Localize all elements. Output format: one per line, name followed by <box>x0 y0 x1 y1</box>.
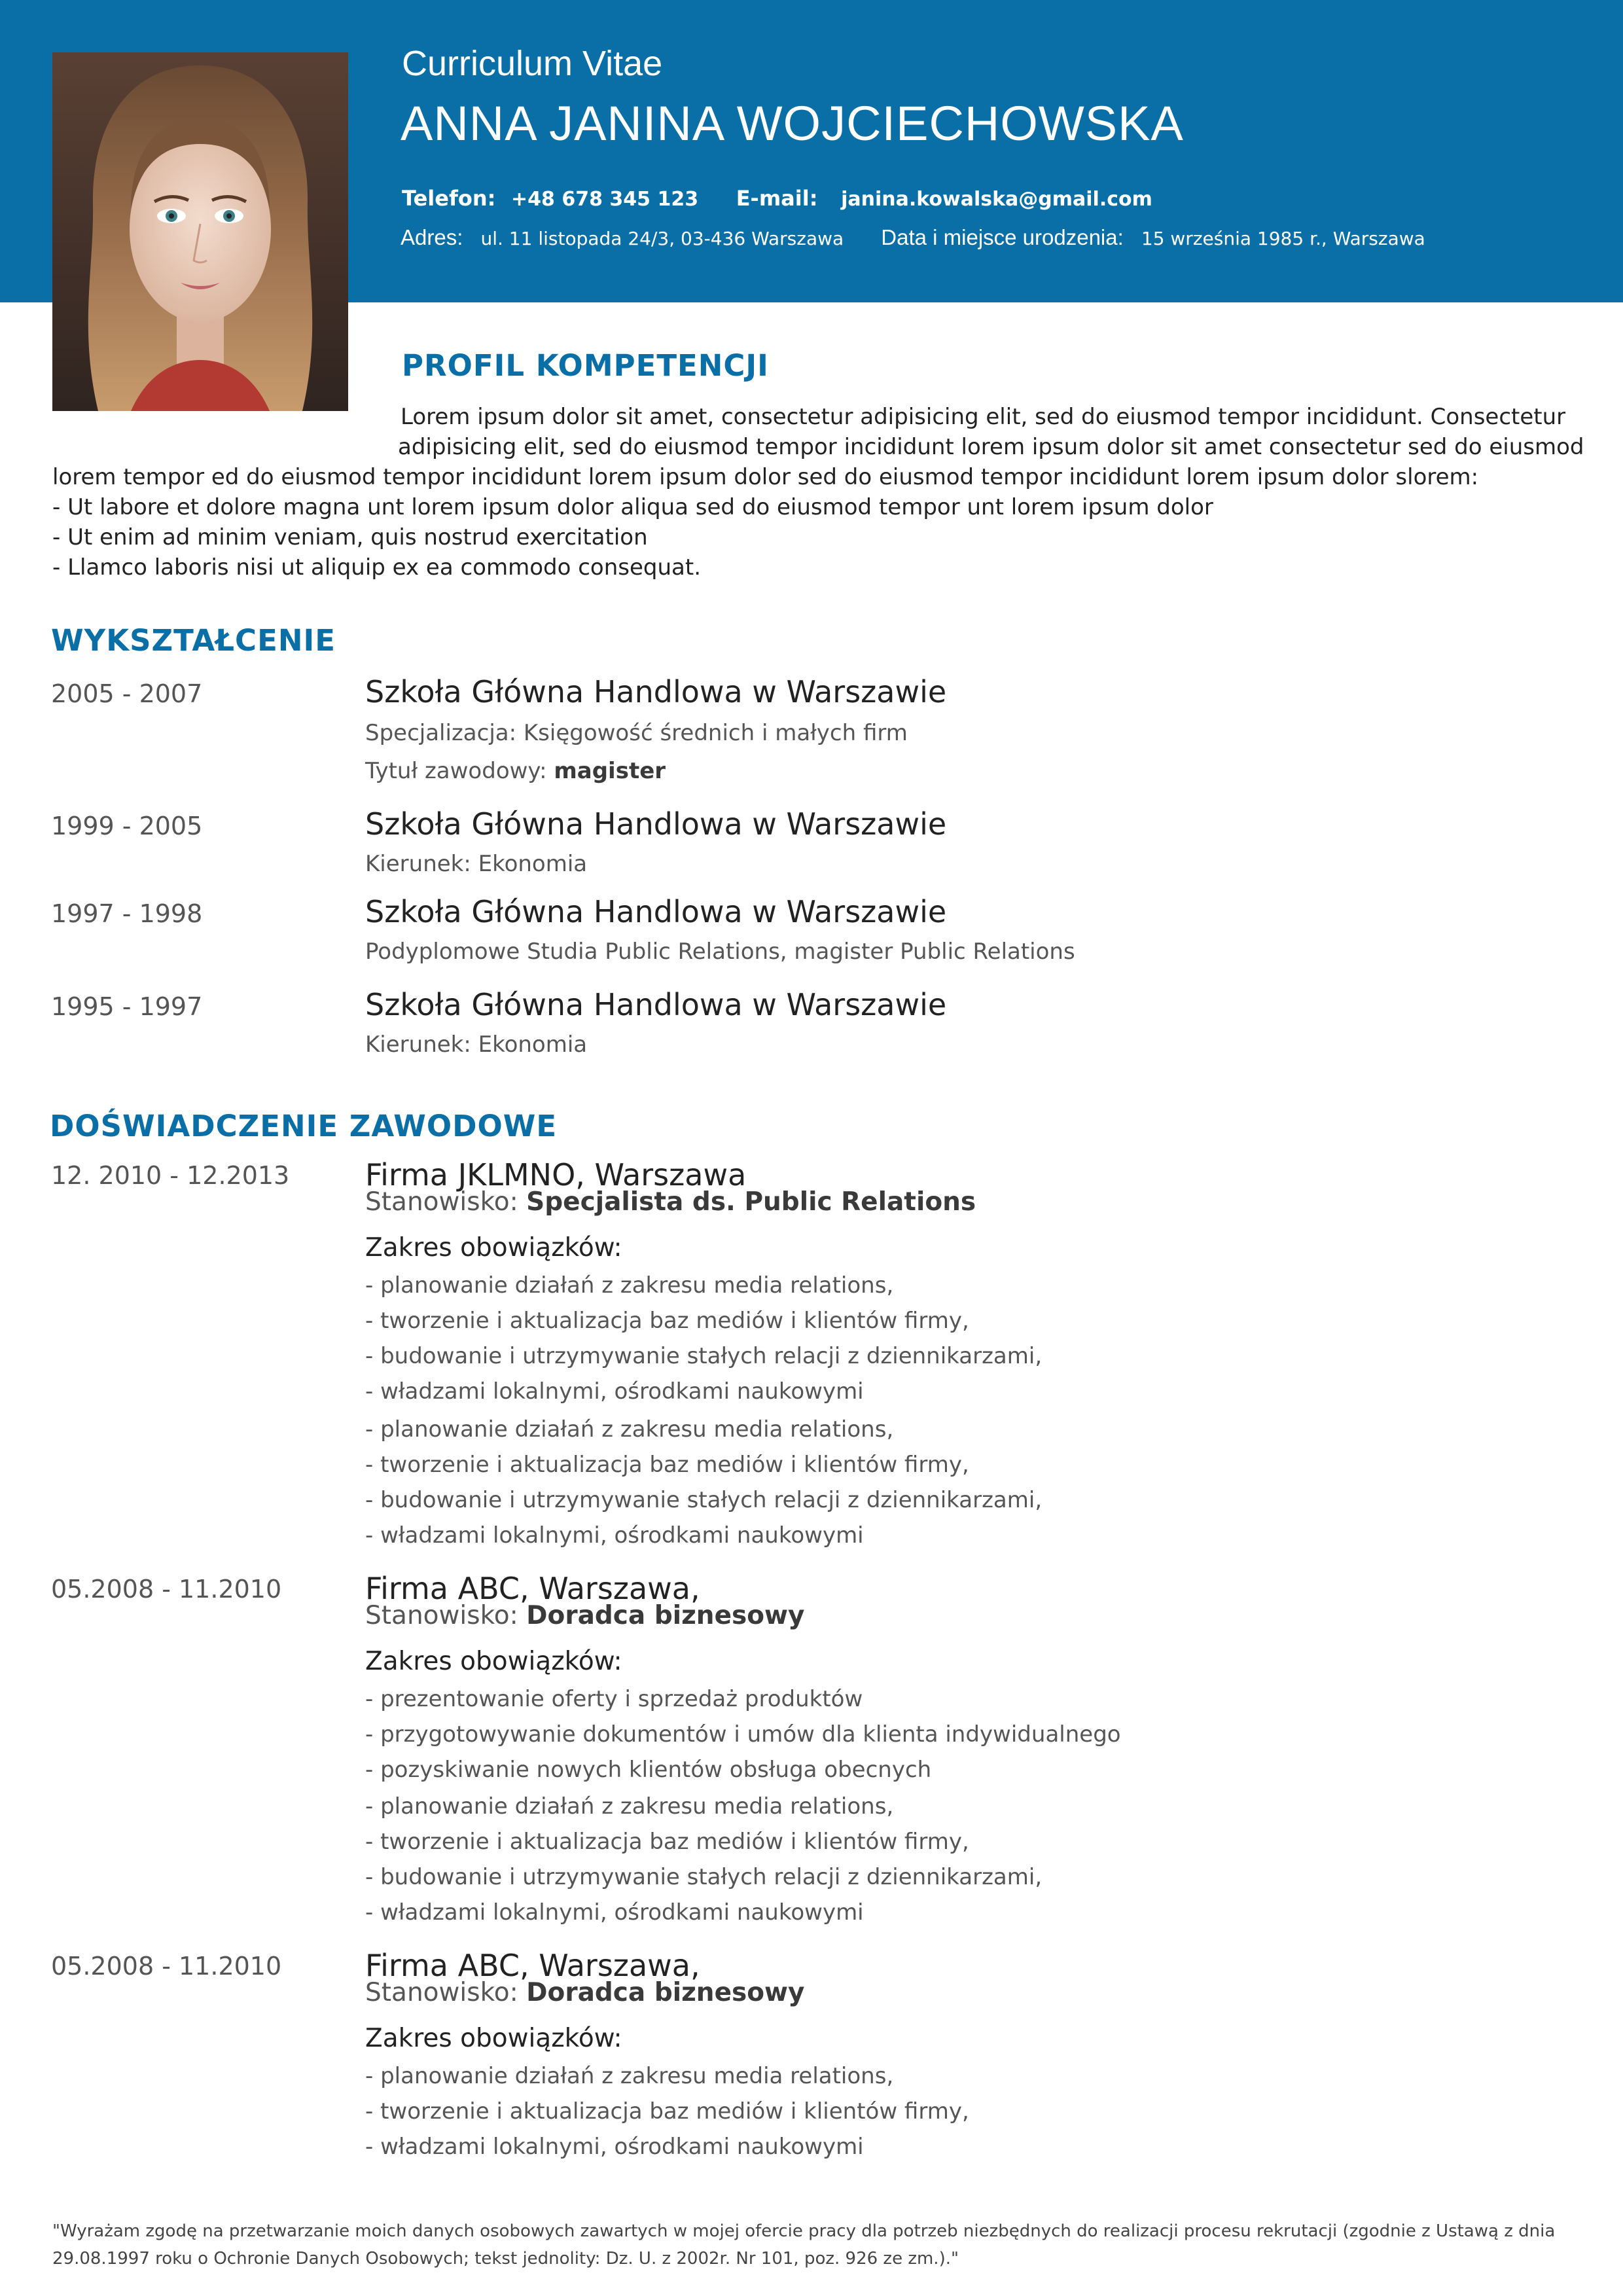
address-value: ul. 11 listopada 24/3, 03-436 Warszawa <box>480 228 844 249</box>
profile-line: lorem tempor ed do eiusmod tempor incididunt lorem ipsum dolor sed do eiusmod tempor incididunt lorem ipsum dolor slorem: <box>52 464 1479 490</box>
job-position <box>365 1978 804 2007</box>
profile-line: adipisicing elit, sed do eiusmod tempor incididunt lorem ipsum dolor sit amet consectetur sed do eiusmod <box>398 434 1584 460</box>
job-dates: 12. 2010 - 12.2013 <box>51 1161 290 1190</box>
job-duty: - budowanie i utrzymywanie stałych relacji z dziennikarzami, <box>365 1343 1043 1369</box>
job-company: Firma ABC, Warszawa, <box>365 1948 700 1983</box>
job-duty: - budowanie i utrzymywanie stałych relacji z dziennikarzami, <box>365 1487 1043 1513</box>
section-title-profile: PROFIL KOMPETENCJI <box>402 348 769 383</box>
education-dates: 1995 - 1997 <box>51 992 203 1021</box>
job-duty: - budowanie i utrzymywanie stałych relacji z dziennikarzami, <box>365 1864 1043 1890</box>
section-title-experience: DOŚWIADCZENIE ZAWODOWE <box>50 1109 558 1143</box>
job-position-label: Stanowisko: <box>365 1978 527 2007</box>
email-value: janina.kowalska@gmail.com <box>841 188 1152 211</box>
job-position-label: Stanowisko: <box>365 1601 527 1630</box>
profile-text <box>52 402 1584 583</box>
job-scope-label: Zakres obowiązków: <box>365 2024 622 2053</box>
profile-bullet: - Ut labore et dolore magna unt lorem ipsum dolor aliqua sed do eiusmod tempor unt lorem ipsum dolor <box>52 494 1213 520</box>
job-company: Firma JKLMNO, Warszawa <box>365 1157 747 1193</box>
education-school: Szkoła Główna Handlowa w Warszawie <box>365 674 947 709</box>
job-duty: - tworzenie i aktualizacja baz mediów i klientów firmy, <box>365 2098 969 2125</box>
job-duty: - planowanie działań z zakresu media relations, <box>365 1793 894 1820</box>
job-duty: - prezentowanie oferty i sprzedaż produktów <box>365 1686 863 1712</box>
education-detail: Specjalizacja: Księgowość średnich i małych firm <box>365 720 908 746</box>
job-position <box>365 1187 976 1217</box>
job-duty: - władzami lokalnymi, ośrodkami naukowymi <box>365 1378 864 1405</box>
education-school: Szkoła Główna Handlowa w Warszawie <box>365 987 947 1022</box>
job-dates: 05.2008 - 11.2010 <box>51 1575 282 1604</box>
phone-label: Telefon: <box>402 186 496 211</box>
job-position-value: Doradca biznesowy <box>526 1978 805 2007</box>
job-company: Firma ABC, Warszawa, <box>365 1571 700 1606</box>
job-duty: - planowanie działań z zakresu media relations, <box>365 1416 894 1443</box>
job-position <box>365 1601 804 1630</box>
education-detail: Kierunek: Ekonomia <box>365 1031 588 1058</box>
education-title-label: Tytuł zawodowy: <box>365 758 554 784</box>
candidate-name: ANNA JANINA WOJCIECHOWSKA <box>401 96 1184 151</box>
job-duty: - władzami lokalnymi, ośrodkami naukowymi <box>365 1899 864 1926</box>
section-title-education: WYKSZTAŁCENIE <box>51 623 336 658</box>
education-school: Szkoła Główna Handlowa w Warszawie <box>365 894 947 929</box>
job-position-value: Doradca biznesowy <box>526 1601 805 1630</box>
profile-photo <box>52 52 348 411</box>
job-duty: - tworzenie i aktualizacja baz mediów i klientów firmy, <box>365 1308 969 1334</box>
job-scope-label: Zakres obowiązków: <box>365 1647 622 1676</box>
job-duty: - planowanie działań z zakresu media relations, <box>365 1272 894 1299</box>
cv-label: Curriculum Vitae <box>402 44 663 83</box>
address-label: Adres: <box>401 225 463 249</box>
job-duty: - władzami lokalnymi, ośrodkami naukowymi <box>365 1522 864 1549</box>
job-position-value: Specjalista ds. Public Relations <box>526 1187 976 1217</box>
education-detail: Kierunek: Ekonomia <box>365 851 588 877</box>
education-dates: 2005 - 2007 <box>51 679 203 708</box>
education-detail: Podyplomowe Studia Public Relations, magister Public Relations <box>365 939 1075 965</box>
contact-row-2 <box>401 225 1425 250</box>
phone-value: +48 678 345 123 <box>511 188 699 211</box>
education-title-value: magister <box>554 758 666 784</box>
portrait-image <box>52 52 348 411</box>
job-duty: - pozyskiwanie nowych klientów obsługa obecnych <box>365 1757 932 1783</box>
job-scope-label: Zakres obowiązków: <box>365 1233 622 1263</box>
job-duty: - tworzenie i aktualizacja baz mediów i klientów firmy, <box>365 1452 969 1478</box>
job-duty: - władzami lokalnymi, ośrodkami naukowymi <box>365 2134 864 2160</box>
education-dates: 1997 - 1998 <box>51 899 203 928</box>
job-duty: - tworzenie i aktualizacja baz mediów i klientów firmy, <box>365 1829 969 1855</box>
consent-line: 29.08.1997 roku o Ochronie Danych Osobowych; tekst jednolity: Dz. U. z 2002r. Nr 101, poz. 926 ze zm.)." <box>52 2249 959 2269</box>
consent-line: "Wyrażam zgodę na przetwarzanie moich danych osobowych zawartych w mojej ofercie pracy dla potrzeb niezbędnych do realizacji procesu rekrutacji (zgodnie z Ustawą z dnia <box>52 2221 1556 2241</box>
education-title-line <box>365 758 666 784</box>
job-duty: - przygotowywanie dokumentów i umów dla klienta indywidualnego <box>365 1721 1121 1748</box>
contact-row-1 <box>402 186 1152 211</box>
education-school: Szkoła Główna Handlowa w Warszawie <box>365 806 947 842</box>
profile-line: Lorem ipsum dolor sit amet, consectetur adipisicing elit, sed do eiusmod tempor incididunt. Consectetur <box>401 404 1566 430</box>
job-position-label: Stanowisko: <box>365 1187 527 1217</box>
education-dates: 1999 - 2005 <box>51 812 203 840</box>
job-duty: - planowanie działań z zakresu media relations, <box>365 2063 894 2089</box>
gdpr-consent-clause <box>52 2217 1577 2272</box>
email-label: E-mail: <box>736 186 818 211</box>
profile-bullet: - Llamco laboris nisi ut aliquip ex ea commodo consequat. <box>52 554 701 581</box>
profile-bullet: - Ut enim ad minim veniam, quis nostrud exercitation <box>52 524 648 550</box>
birth-value: 15 września 1985 r., Warszawa <box>1141 228 1425 249</box>
birth-label: Data i miejsce urodzenia: <box>881 225 1124 249</box>
job-dates: 05.2008 - 11.2010 <box>51 1952 282 1981</box>
